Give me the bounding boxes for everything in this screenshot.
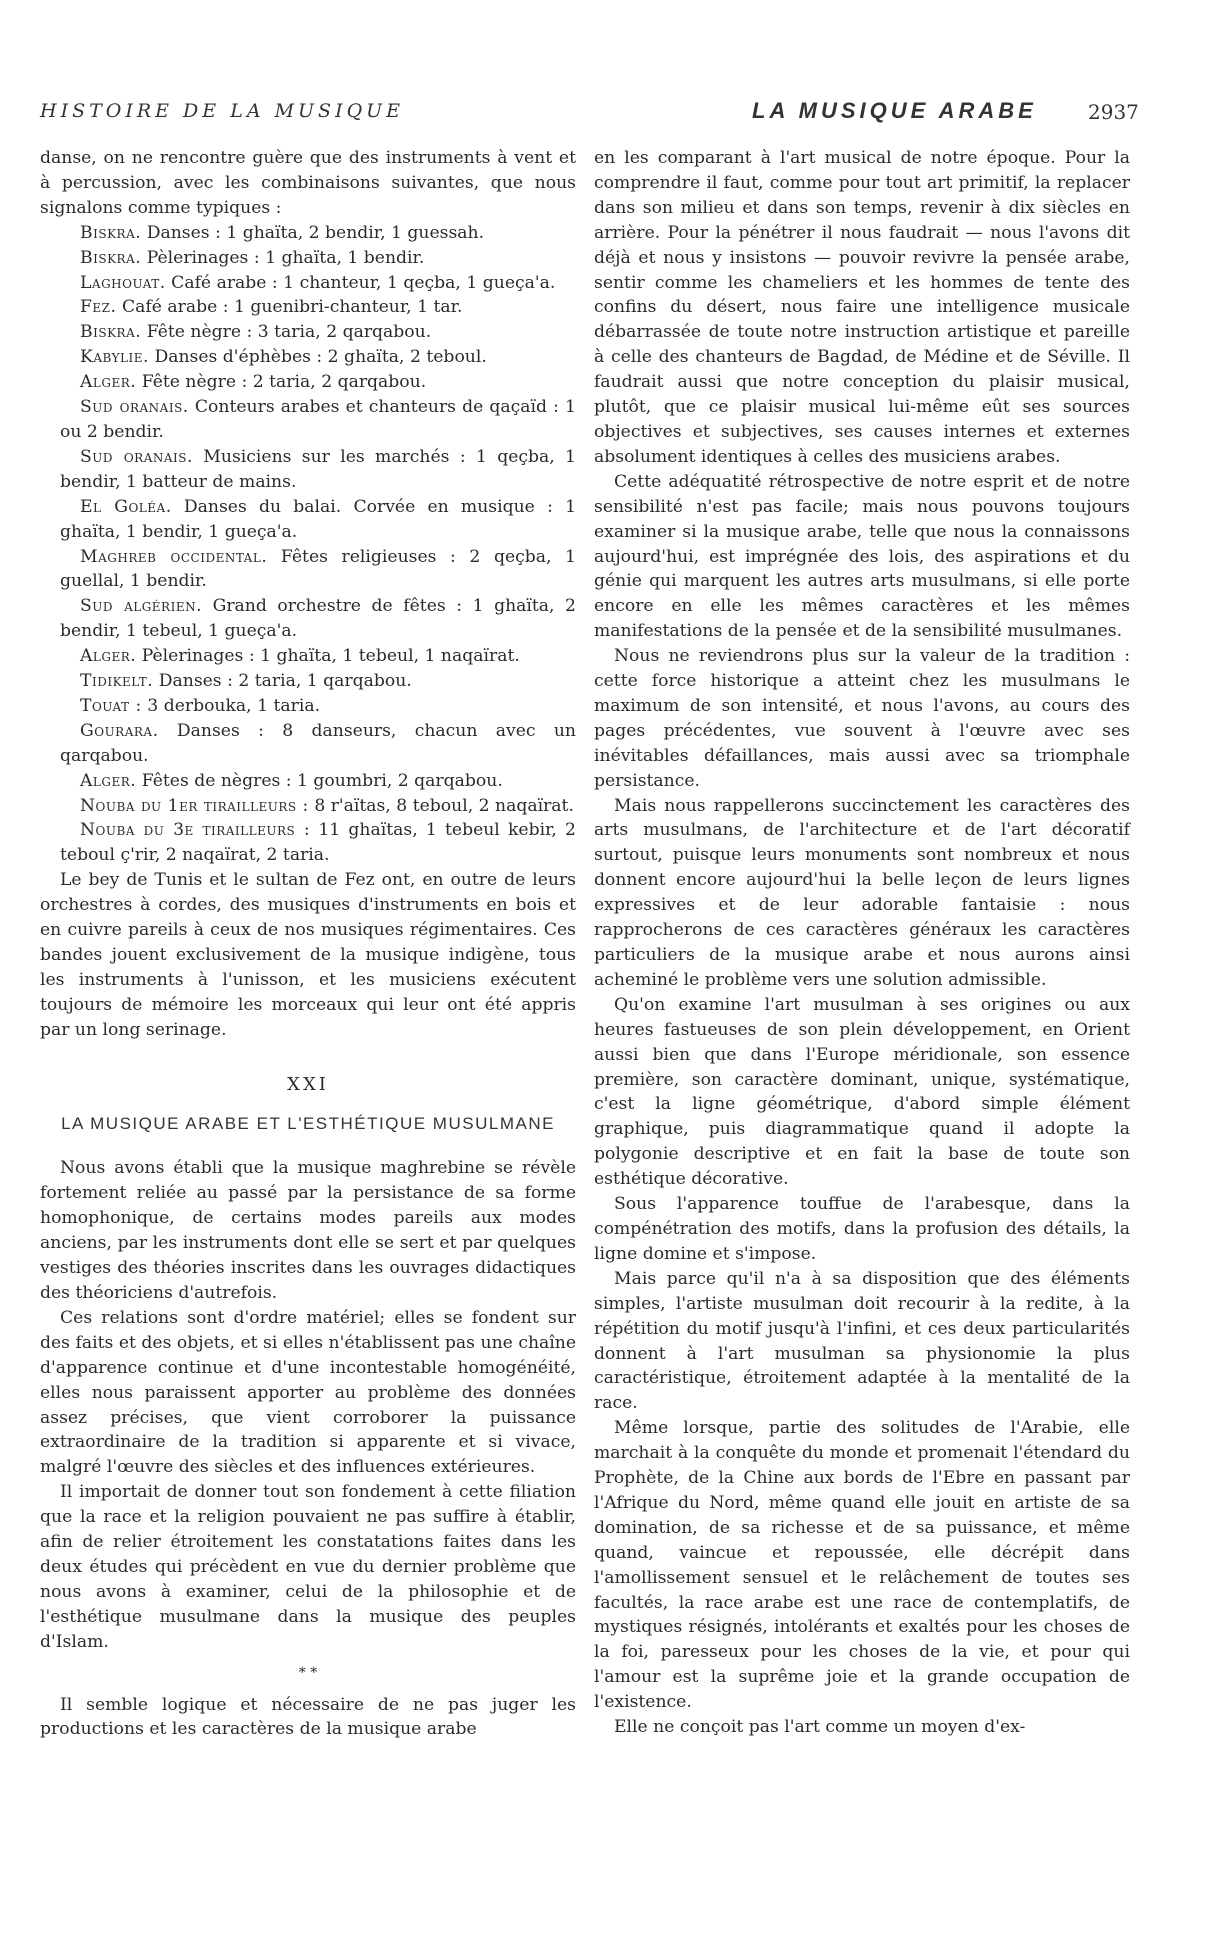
paragraph: Mais parce qu'il n'a à sa disposition que des éléments simples, l'artiste musulman doit recourir à la redite, à la répétition du motif jusqu'à l'infini, et ces deux particularités donnent à l'art musulman sa physionomie la plus caractéristique, étroitement adaptée à la mentalité de la race. <box>594 1268 1130 1414</box>
paragraph: Nous ne reviendrons plus sur la valeur de la tradition : cette force historique a atteint chez les musulmans le maximum de son intensité, et nous l'avons, au cours des pages précédentes, vue souvent à l'œuvre avec ses inévitables défaillances, mais aussi avec sa triomphale persistance. <box>594 646 1130 791</box>
paragraph: Nous avons établi que la musique maghrebine se révèle fortement reliée au passé par la persistance de sa forme homophonique, de certains modes pareils aux modes anciens, par les instruments dont elle se sert et par quelques vestiges des théories inscrites dans les ouvrages didactiques des théoriciens d'autrefois. <box>40 1158 576 1303</box>
ensemble-entry <box>40 669 576 694</box>
entry-text: Danses du balai. Corvée en musique : 1 ghaïta, 1 bendir, 1 gueça'a. <box>60 496 577 542</box>
entry-text: Fête nègre : 3 taria, 2 qarqabou. <box>146 322 432 343</box>
paragraph: Elle ne conçoit pas l'art comme un moyen d'ex- <box>614 1717 1026 1738</box>
paragraph: Qu'on examine l'art musulman à ses origines ou aux heures fastueuses de son plein développement, en Orient aussi bien que dans l'Europe méridionale, son essence première, son caractère dominant, unique, systématique, c'est la ligne géométrique, d'abord simple élément graphique, puis diagrammatique quand il adopte la polygonie descriptive et en fait la base de toute son esthétique décorative. <box>594 994 1130 1190</box>
ensemble-entry <box>40 445 576 495</box>
section-title: LA MUSIQUE ARABE ET L'ESTHÉTIQUE MUSULMANE <box>61 1113 555 1133</box>
entry-text: Danses : 8 danseurs, chacun avec un qarqabou. <box>60 720 576 766</box>
ensemble-list <box>40 221 576 869</box>
ensemble-entry <box>40 221 576 246</box>
entry-place: Maghreb occidental. <box>80 546 268 567</box>
ensemble-entry <box>40 594 576 644</box>
ensemble-entry <box>40 495 576 545</box>
ensemble-entry <box>40 320 576 345</box>
paragraph: Il importait de donner tout son fondement à cette filiation que la race et la religion pouvaient ne pas suffire à établir, afin de relier étroitement les constatations faites dans les deux études qui précèdent en vue du dernier problème que nous avons à examiner, celui de la philosophie et de l'esthétique musulmane dans la musique des peuples d'Islam. <box>40 1482 576 1652</box>
entry-text: Pèlerinages : 1 ghaïta, 1 tebeul, 1 naqaïrat. <box>141 646 520 667</box>
running-title-left: HISTOIRE DE LA MUSIQUE <box>40 100 405 122</box>
ensemble-entry <box>40 545 576 595</box>
entry-text: Fête nègre : 2 taria, 2 qarqabou. <box>141 372 427 393</box>
entry-text: 11 ghaïtas, 1 tebeul kebir, 2 teboul ç'rir, 2 naqaïrat, 2 taria. <box>60 820 576 866</box>
ensemble-entry <box>40 719 576 769</box>
ensemble-entry <box>40 818 576 868</box>
entry-text: 3 derbouka, 1 taria. <box>147 695 321 716</box>
section-number: XXI <box>287 1073 329 1095</box>
entry-place: Sud algérien. <box>80 596 203 617</box>
paragraph: Cette adéquatité rétrospective de notre esprit et de notre sensibilité n'est pas facile; mais nous pouvons toujours examiner si la musique arabe, telle que nous la connaissons aujourd'hui, est imprégnée des lois, des aspirations et du génie qui marquent les autres arts musulmans, si elle porte encore en elle les mêmes caractères et les mêmes manifestations de la pensée et de la sensibilité musulmanes. <box>594 471 1130 642</box>
ensemble-entry <box>40 295 576 320</box>
page-header <box>0 100 1217 140</box>
paragraph: Mais nous rappellerons succinctement les caractères des arts musulmans, de l'architecture et de l'art décoratif surtout, puisque leurs monuments sont nombreux et nous donnent encore aujourd'hui la belle leçon de leurs lignes expressives et de leur adorable fantaisie : nous rapprocherons de ces caractères généraux les caractères particuliers de la musique arabe et nous aurons ainsi acheminé le problème vers une solution admissible. <box>594 795 1130 990</box>
ensemble-entry <box>40 644 576 669</box>
ensemble-entry <box>40 694 576 719</box>
entry-place: El Goléa. <box>80 496 172 517</box>
entry-place: Alger. <box>80 372 137 393</box>
entry-place: Biskra. <box>80 247 142 268</box>
right-column <box>594 146 1130 1740</box>
entry-place: Sud oranais. <box>80 397 189 418</box>
paragraph: Même lorsque, partie des solitudes de l'Arabie, elle marchait à la conquête du monde et promenait l'étendard du Prophète, de la Chine aux bords de l'Ebre en passant par l'Afrique du Nord, même quand elle jouit en artiste de sa domination, de sa richesse et de sa puissance, et même quand, vaincue et repoussée, elle décrépit dans l'amollissement sensuel et le relâchement de toutes ses facultés, la race arabe est une race de contemplatifs, de mystiques résignés, intolérants et exaltés pour les choses de la foi, paresseux pour les choses de la vie, et pour qui l'amour est la suprême joie et la grande occupation de l'existence. <box>594 1418 1130 1713</box>
left-column <box>40 146 576 1742</box>
entry-place: Alger. <box>80 770 137 791</box>
entry-place: Kabylie. <box>80 347 149 368</box>
entry-text: Musiciens sur les marchés : 1 qeçba, 1 bendir, 1 batteur de mains. <box>60 446 576 492</box>
entry-place: Fez. <box>80 297 117 318</box>
entry-text: Fêtes de nègres : 1 goumbri, 2 qarqabou. <box>141 770 503 791</box>
ensemble-entry <box>40 246 576 271</box>
entry-place: Sud oranais. <box>80 446 193 467</box>
entry-place: Gourara. <box>80 720 159 741</box>
entry-place: Biskra. <box>80 222 142 243</box>
running-title-right: LA MUSIQUE ARABE <box>752 98 1037 123</box>
paragraph: Le bey de Tunis et le sultan de Fez ont, en outre de leurs orchestres à cordes, des musiques d'instruments en bois et en cuivre pareils à ceux de nos musiques régimentaires. Ces bandes jouent exclusivement de la musique indigène, tous les instruments à l'unisson, et les musiciens exécutent toujours de mémoire les morceaux qui leur ont été appris par un long serinage. <box>40 870 576 1040</box>
ensemble-entry <box>40 345 576 370</box>
entry-text: Danses : 2 taria, 1 qarqabou. <box>158 671 412 692</box>
paragraph: en les comparant à l'art musical de notre époque. Pour la comprendre il faut, comme pour tout art primitif, la replacer dans son milieu et dans son temps, revenir à dix siècles en arrière. Pour la pénétrer il nous faudrait — nous l'avons dit déjà et nous y insistons — pouvoir revivre la pensée arabe, sentir comme les chameliers et les hommes de tente des confins du désert, nous faire une intelligence musicale débarrassée de toute notre instruction artistique et pareille à celle des chanteurs de Bagdad, de Médine et de Séville. Il faudrait aussi que notre conception du plaisir musical, plutôt, que ce plaisir musical lui-même eût ses sources objectives et subjectives, ses causes internes et externes absolument identiques à celles des musiciens arabes. <box>594 148 1130 467</box>
entry-place: Tidikelt. <box>80 671 154 692</box>
ensemble-entry <box>40 395 576 445</box>
entry-place: Nouba du 1er tirailleurs : <box>80 795 309 816</box>
entry-place: Biskra. <box>80 322 142 343</box>
ensemble-entry <box>40 370 576 395</box>
entry-text: Grand orchestre de fêtes : 1 ghaïta, 2 bendir, 1 tebeul, 1 gueça'a. <box>60 596 576 642</box>
entry-text: Pèlerinages : 1 ghaïta, 1 bendir. <box>146 247 425 268</box>
ensemble-entry <box>40 769 576 794</box>
entry-text: Café arabe : 1 chanteur, 1 qeçba, 1 gueça'a. <box>171 272 556 293</box>
entry-text: Conteurs arabes et chanteurs de qaçaïd : 1 ou 2 bendir. <box>60 397 576 442</box>
paragraph: Ces relations sont d'ordre matériel; elles se fondent sur des faits et des objets, et si elles n'établissent pas une chaîne d'apparence continue et d'une incontestable homogénéité, elles nous paraissent apporter au problème des données assez précises, que vient corroborer la puissance extraordinaire de la tradition si apparente et si vivace, malgré l'œuvre des siècles et des influences extérieures. <box>40 1307 576 1478</box>
intro-paragraph: danse, on ne rencontre guère que des instruments à vent et à percussion, avec les combinaisons suivantes, que nous signalons comme typiques : <box>40 148 576 218</box>
ensemble-entry <box>40 271 576 296</box>
paragraph: Il semble logique et nécessaire de ne pas juger les productions et les caractères de la musique arabe <box>40 1694 576 1740</box>
entry-text: 8 r'aïtas, 8 teboul, 2 naqaïrat. <box>314 795 574 816</box>
paragraph: Sous l'apparence touffue de l'arabesque, dans la compénétration des motifs, dans la profusion des détails, la ligne domine et s'impose. <box>594 1194 1130 1264</box>
ensemble-entry <box>40 794 576 819</box>
entry-place: Laghouat. <box>80 272 166 293</box>
entry-text: Danses d'éphèbes : 2 ghaïta, 2 teboul. <box>154 347 487 368</box>
entry-place: Nouba du 3e tirailleurs : <box>80 820 311 841</box>
page-number: 2937 <box>1088 100 1139 124</box>
entry-text: Fêtes religieuses : 2 qeçba, 1 guellal, 1 bendir. <box>60 546 576 592</box>
section-break-stars: * * <box>298 1664 318 1681</box>
entry-place: Alger. <box>80 646 137 667</box>
entry-place: Touat : <box>80 695 142 716</box>
entry-text: Café arabe : 1 guenibri-chanteur, 1 tar. <box>121 297 463 318</box>
entry-text: Danses : 1 ghaïta, 2 bendir, 1 guessah. <box>146 222 485 243</box>
